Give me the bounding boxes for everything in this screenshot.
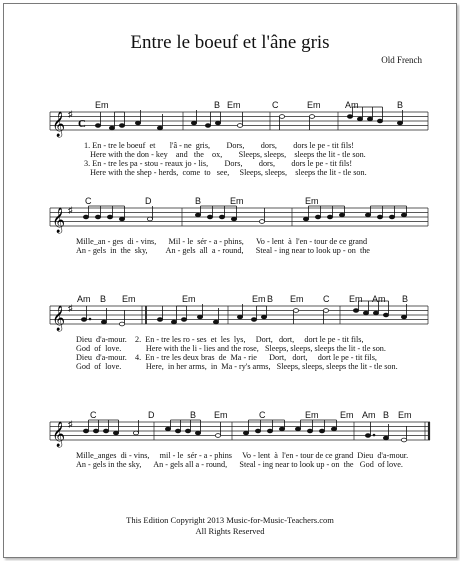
staff-3 [0, 294, 460, 334]
lyric-line: An - gels in the sky, An - gels all a - round, Steal - ing near to look up - on the [76, 246, 370, 255]
svg-text:𝄞: 𝄞 [52, 208, 66, 233]
chord-symbol: Em [95, 100, 109, 110]
svg-text:♯: ♯ [68, 109, 73, 119]
chord-symbol: Am [345, 100, 359, 110]
chord-symbol: Em [182, 294, 196, 304]
chord-symbol: D [145, 196, 152, 206]
chord-symbol: C [323, 294, 330, 304]
chord-symbol: Em [305, 196, 319, 206]
chord-symbol: Am [77, 294, 91, 304]
chord-symbol: Em [305, 410, 319, 420]
chord-symbol: B [397, 100, 404, 110]
svg-text:♯: ♯ [68, 303, 73, 313]
staff-4 [0, 410, 460, 450]
chord-symbol: Am [362, 410, 376, 420]
chord-symbol: B [195, 196, 202, 206]
chord-symbol: C [259, 410, 266, 420]
lyric-line: Here with the don - key and the ox, Sleeps, sleeps, sleeps the lit - tle son. [84, 150, 366, 159]
chord-symbol: Em [252, 294, 266, 304]
staff-system-1 [0, 100, 460, 180]
lyric-line: Mille_anges di - vins, mil - le sér - a - phins Vo - lent à l'en - tour de ce grand Dieu d'a-mour. [76, 451, 409, 460]
chord-symbol: B [214, 100, 221, 110]
svg-text:𝄞: 𝄞 [52, 422, 66, 447]
lyric-line: Mille_an - ges di - vins, Mil - le sér - a - phins, Vo - lent à l'en - tour de ce grand [76, 237, 368, 246]
lyric-line: 1. En - tre le boeuf et l'â - ne gris, Dors, dors, dors le pe - tit fils! [84, 141, 355, 150]
lyric-line: An - gels in the sky, An - gels all a - round, Steal - ing near to look up - on the God of love. [76, 460, 403, 469]
lyric-line: God of love. Here with the li - lies and the rose, Sleeps, sleeps, sleeps the lit - tle son. [76, 344, 386, 353]
chord-symbol: B [100, 294, 107, 304]
chord-symbol: B [190, 410, 197, 420]
lyric-line: 3. En - tre les pa - stou - reaux jo - lis, Dors, dors, dors le pe - tit fils! [84, 159, 353, 168]
rights-line: All Rights Reserved [195, 526, 265, 536]
svg-text:C: C [78, 118, 86, 130]
chord-symbol: C [85, 196, 92, 206]
chord-symbol: C [272, 100, 279, 110]
chord-symbol: D [148, 410, 155, 420]
chord-symbol: Em [214, 410, 228, 420]
lyric-line: Dieu d'a-mour. 2. En - tre les ro - ses et les lys, Dort, dort, dort le pe - tit fils, [76, 335, 364, 344]
lyric-line: Dieu d'a-mour. 4. En - tre les deux bras de Ma - rie Dort, dort, dort le pe - tit fils, [76, 353, 377, 362]
svg-text:𝄞: 𝄞 [52, 306, 66, 331]
chord-symbol: B [267, 294, 274, 304]
chord-symbol: Em [340, 410, 354, 420]
svg-text:♯: ♯ [68, 419, 73, 429]
staff-system-4 [0, 410, 460, 480]
svg-text:𝄞: 𝄞 [52, 112, 66, 137]
copyright-footer [0, 515, 460, 537]
lyric-line: Here with the shep - herds, come to see, Sleeps, sleeps, sleeps the lit - tle son. [84, 168, 367, 177]
chord-symbol: Em [122, 294, 136, 304]
staff-system-3 [0, 294, 460, 384]
chord-symbol: Em [227, 100, 241, 110]
lyric-line: God of love. Here, in her arms, in Ma - ry's arms, Sleeps, sleeps, sleeps the lit - tle son. [76, 362, 398, 371]
svg-text:♯: ♯ [68, 205, 73, 215]
chord-symbol: Em [290, 294, 304, 304]
chord-symbol: Em [307, 100, 321, 110]
song-title: Entre le boeuf et l'âne gris [130, 32, 330, 53]
copyright-line: This Edition Copyright 2013 Music-for-Music-Teachers.com [126, 515, 334, 525]
song-origin: Old French [381, 55, 422, 65]
chord-symbol: B [383, 410, 390, 420]
chord-symbol: Em [349, 294, 363, 304]
chord-symbol: Em [398, 410, 412, 420]
chord-symbol: B [402, 294, 409, 304]
chord-symbol: Em [230, 196, 244, 206]
chord-symbol: C [90, 410, 97, 420]
staff-system-2 [0, 196, 460, 266]
chord-symbol: Am [372, 294, 386, 304]
